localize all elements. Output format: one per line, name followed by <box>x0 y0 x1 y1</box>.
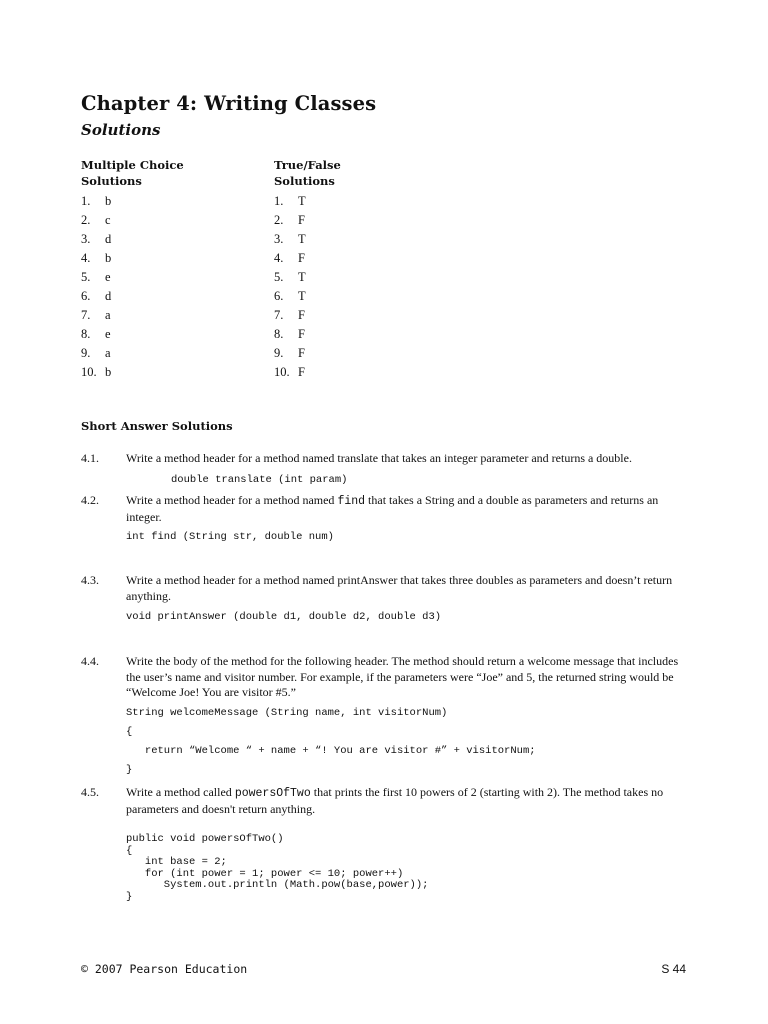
answer-item: 8. F <box>274 327 305 341</box>
code-line: public void powersOfTwo() <box>126 833 284 845</box>
answer-item: 9. a <box>81 346 111 360</box>
question-text: Write a method called powersOfTwo that prints the first 10 powers of 2 (starting with 2). The method takes no parameters and doesn't return anything. <box>126 785 664 816</box>
answer-item: 9. F <box>274 346 305 360</box>
question-4-1 <box>81 451 691 487</box>
answer-item: 3. T <box>274 232 306 246</box>
answer-item: 4. b <box>81 251 112 265</box>
question-4-4 <box>81 654 691 777</box>
answer-item: 5. T <box>274 270 306 284</box>
chapter-title: Chapter 4: Writing Classes <box>81 92 377 115</box>
answer-item: 5. e <box>81 270 111 284</box>
question-4-5 <box>81 785 691 903</box>
solutions-heading: Solutions <box>81 121 161 139</box>
question-text: Write a method header for a method named printAnswer that takes three doubles as parameters and doesn’t return anything. <box>126 573 673 603</box>
code-line: int base = 2; <box>126 856 227 868</box>
answer-item: 6. T <box>274 289 306 303</box>
code-answer: void printAnswer (double d1, double d2, double d3) <box>126 611 442 623</box>
true-false-heading: True/False Solutions <box>274 158 341 188</box>
copyright-footer: © 2007 Pearson Education <box>81 962 248 976</box>
question-number: 4.5. <box>81 785 99 799</box>
answer-item: 4. F <box>274 251 305 265</box>
page-number: S 44 <box>661 962 686 976</box>
code-answer: int find (String str, double num) <box>126 531 334 543</box>
question-text: Write a method header for a method named find that takes a String and a double as parameters and returns an integer. <box>126 493 659 524</box>
answer-item: 8. e <box>81 327 111 341</box>
code-line: System.out.println (Math.pow(base,power)); <box>126 879 429 891</box>
short-answer-heading: Short Answer Solutions <box>81 419 233 433</box>
answer-item: 1. T <box>274 194 306 208</box>
true-false-section <box>274 158 341 383</box>
code-answer: double translate (int param) <box>171 473 348 486</box>
answer-item: 1. b <box>81 194 112 208</box>
question-text: Write a method header for a method named translate that takes an integer parameter and returns a double. <box>126 451 632 465</box>
answer-item: 2. F <box>274 213 305 227</box>
code-line: String welcomeMessage (String name, int visitorNum) <box>126 706 448 719</box>
true-false-list <box>274 193 341 383</box>
inline-code: powersOfTwo <box>234 787 311 800</box>
question-number: 4.2. <box>81 493 99 507</box>
answer-item: 3. d <box>81 232 112 246</box>
question-text: Write the body of the method for the following header. The method should return a welcome message that includes the user’s name and visitor number. For example, if the parameters were “Joe” and 5, the returned string would be “Welcome Joe! You are visitor #5.” <box>126 654 679 699</box>
code-line: return “Welcome “ + name + “! You are visitor #” + visitorNum; <box>126 744 536 757</box>
multiple-choice-section <box>81 158 184 383</box>
question-number: 4.1. <box>81 451 99 465</box>
answer-item: 2. c <box>81 213 111 227</box>
question-4-3 <box>81 573 691 624</box>
question-number: 4.3. <box>81 573 99 587</box>
multiple-choice-list <box>81 193 184 383</box>
answer-item: 10. b <box>81 365 112 379</box>
answer-item: 10. F <box>274 365 305 379</box>
code-line: { <box>126 844 133 857</box>
multiple-choice-heading: Multiple Choice Solutions <box>81 158 184 188</box>
code-block <box>126 834 691 903</box>
question-4-2 <box>81 493 691 544</box>
code-line: } <box>126 890 133 903</box>
code-line: for (int power = 1; power <= 10; power++) <box>126 867 404 880</box>
answer-item: 6. d <box>81 289 112 303</box>
answer-item: 7. F <box>274 308 305 322</box>
inline-code: find <box>337 495 366 508</box>
code-line: { <box>126 725 133 738</box>
answer-item: 7. a <box>81 308 111 322</box>
question-number: 4.4. <box>81 654 99 668</box>
code-line: } <box>126 763 133 776</box>
